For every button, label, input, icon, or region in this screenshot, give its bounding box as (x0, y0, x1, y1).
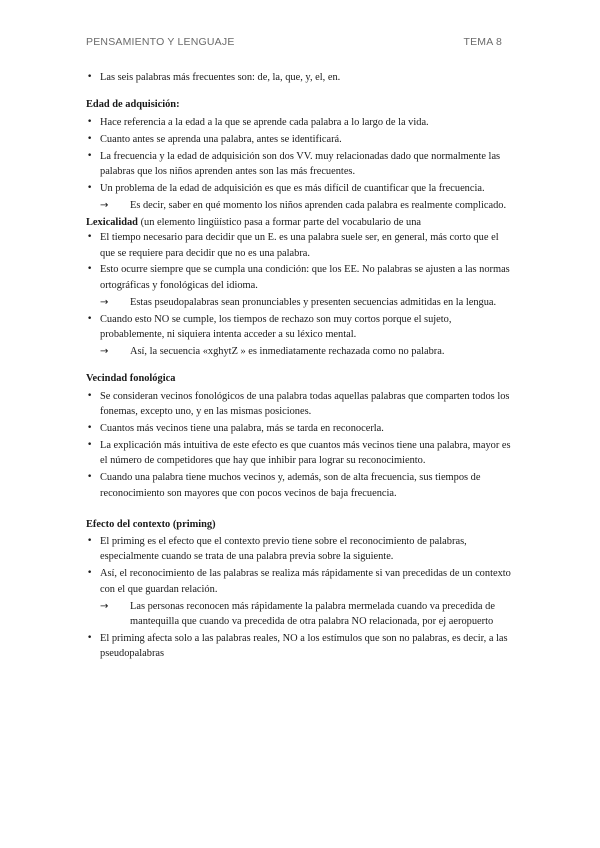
lexicalidad-title: Lexicalidad (86, 216, 138, 228)
section-heading-lexicalidad (86, 215, 514, 230)
arrow-note (100, 198, 514, 213)
contexto-list-2 (86, 631, 514, 662)
list-item: • Las seis palabras más frecuentes son: de, la, que, y, el, en. (86, 70, 514, 85)
topic-label: TEMA 8 (463, 36, 502, 48)
lexicalidad-definition: (un elemento lingüístico pasa a formar parte del vocabulario de una (137, 216, 422, 228)
section-heading-contexto: Efecto del contexto (priming) (86, 518, 216, 530)
list-item: • El tiempo necesario para decidir que un E. es una palabra suele ser, en general, más corto que el que se requiere para decidir que no es una palabra. (86, 230, 514, 261)
list-item: • Cuando una palabra tiene muchos vecinos y, además, son de alta frecuencia, sus tiempos de reconocimiento son mayores que con pocos vecinos de baja frecuencia. (86, 470, 514, 501)
list-item: • Cuando esto NO se cumple, los tiempos de rechazo son muy cortos porque el sujeto, probablemente, ni siquiera intenta acceder a su léxico mental. (86, 312, 514, 343)
arrow-note-text: Así, la secuencia «xghytZ » es inmediatamente rechazada como no palabra. (130, 346, 445, 357)
arrow-right-icon: → (100, 600, 109, 612)
arrow-note-text: Estas pseudopalabras sean pronunciables y presenten secuencias admitidas en la lengua. (130, 296, 497, 308)
spacer (86, 503, 514, 515)
arrow-note (100, 344, 514, 359)
list-item: • El priming afecta solo a las palabras reales, NO a los estímulos que son no palabras, es decir, a las pseudopalabras (86, 631, 514, 662)
arrow-note (100, 295, 514, 310)
list-item: • Cuanto antes se aprenda una palabra, antes se identificará. (86, 132, 514, 147)
intro-list (86, 70, 514, 85)
list-item: • La explicación más intuitiva de este efecto es que cuantos más vecinos tiene una palabra, mayor es el número de competidores que hay que inhibir para lograr su reconocimiento. (86, 438, 514, 469)
lexicalidad-list-2 (86, 312, 514, 343)
arrow-right-icon: → (100, 199, 109, 211)
page-header (86, 36, 502, 48)
edad-list (86, 115, 514, 197)
list-item: • Esto ocurre siempre que se cumpla una condición: que los EE. No palabras se ajusten a las normas ortográficas y fonológicas del idioma. (86, 262, 514, 293)
vecindad-list (86, 389, 514, 501)
course-title: PENSAMIENTO Y LENGUAJE (86, 36, 235, 48)
arrow-note-text: Es decir, saber en qué momento los niños aprenden cada palabra es realmente complicado. (130, 199, 507, 211)
list-item: • Cuantos más vecinos tiene una palabra, más se tarda en reconocerla. (86, 421, 514, 436)
arrow-note (100, 599, 514, 630)
arrow-right-icon: → (100, 296, 109, 308)
list-item: • Así, el reconocimiento de las palabras se realiza más rápidamente si van precedidas de un contexto con el que guardan relación. (86, 566, 514, 597)
page-body (86, 70, 514, 663)
arrow-note-text: Las personas reconocen más rápidamente la palabra mermelada cuando va precedida de mantequilla que cuando va precedida de otra palabra NO relacionada, por ej aeropuerto (130, 600, 495, 628)
list-item: • Hace referencia a la edad a la que se aprende cada palabra a lo largo de la vida. (86, 115, 514, 130)
lexicalidad-list (86, 230, 514, 293)
list-item: • Se consideran vecinos fonológicos de una palabra todas aquellas palabras que comparten todos los fonemas, excepto uno, y en las mismas posiciones. (86, 389, 514, 420)
arrow-right-icon: → (100, 346, 109, 357)
contexto-list (86, 534, 514, 597)
list-item: • La frecuencia y la edad de adquisición son dos VV. muy relacionadas dado que normalmente las palabras que los niños aprenden antes son las más frecuentes. (86, 149, 514, 180)
section-heading-edad: Edad de adquisición: (86, 99, 180, 111)
list-item: • Un problema de la edad de adquisición es que es más difícil de cuantificar que la frecuencia. (86, 181, 514, 196)
section-heading-vecindad: Vecindad fonológica (86, 373, 176, 385)
list-item: • El priming es el efecto que el contexto previo tiene sobre el reconocimiento de palabras, especialmente cuando se trata de una palabra previa sobre la siguiente. (86, 534, 514, 565)
